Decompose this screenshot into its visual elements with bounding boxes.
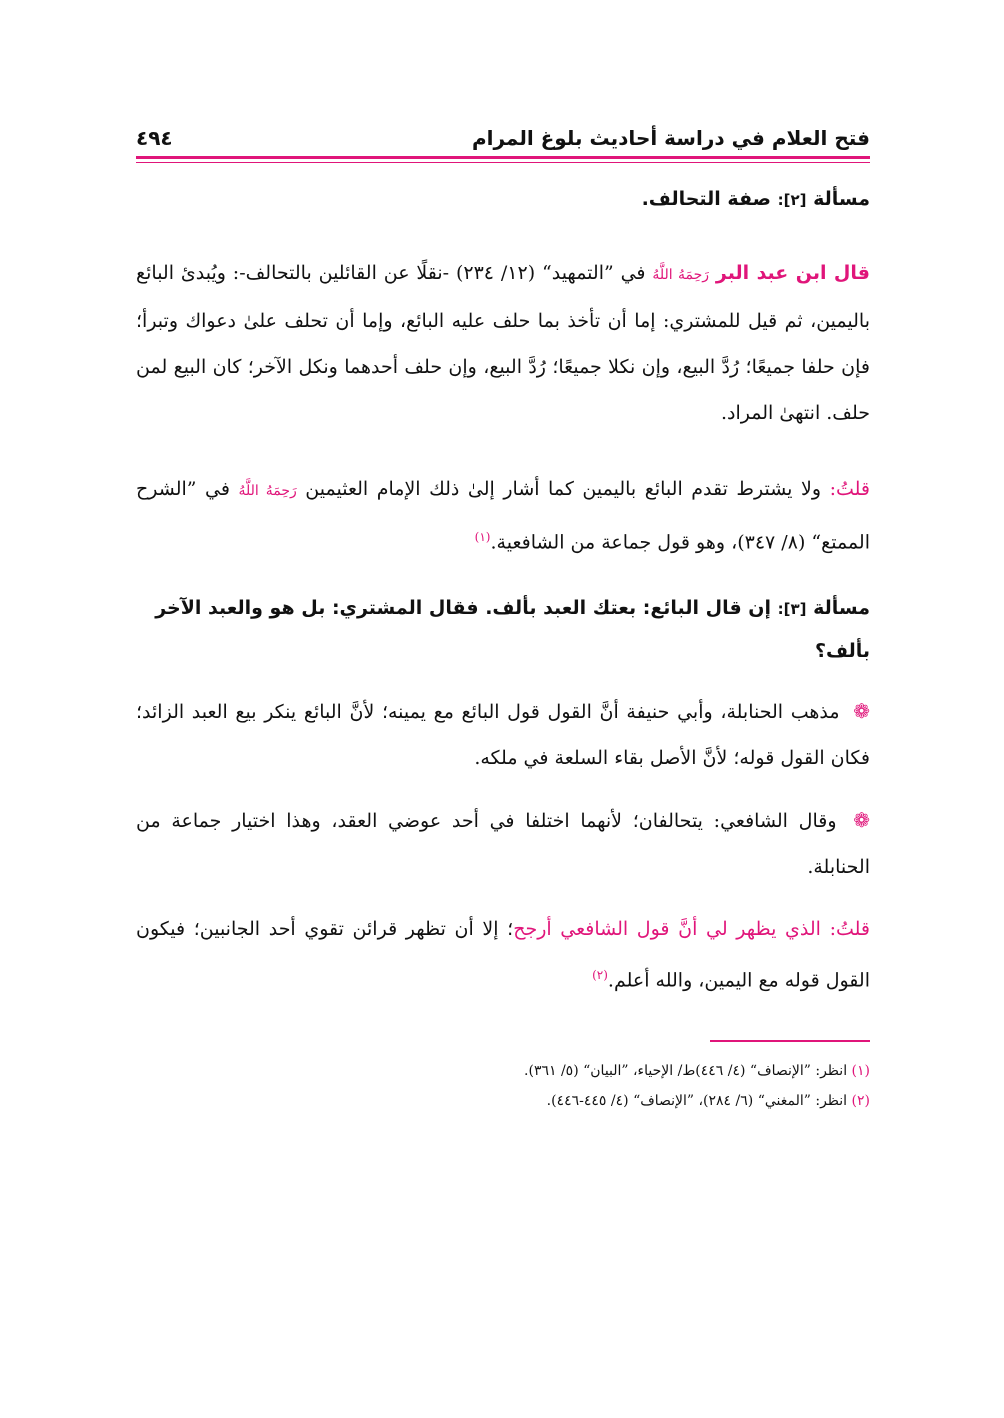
header-rule-thick (136, 156, 870, 159)
paragraph-text: في ”التمهيد“ (١٢/ ٢٣٤) -نقلًا عن القائلين بالتحالف-: ويُبدئ البائع باليمين، ثم قيل للمشتري: إما أن تأخذ بما حلف عليه البائع، وإما أن تحلف علىٰ دعواك وتبرأ؛ فإن حلفا جميعًا؛ رُدَّ البيع، وإن نكلا جميعًا؛ رُدَّ البيع، وإن حلف أحدهما ونكل الآخر؛ كان البيع لمن حلف. انتهىٰ المراد. (136, 262, 870, 424)
paragraph-text-continued: في ”الشرح الممتع“ (٨/ ٣٤٧)، وهو قول جماعة من الشافعية. (136, 478, 870, 554)
paragraph-author-conclusion (136, 906, 870, 1003)
issue-heading-2 (136, 179, 870, 220)
footnote-separator (710, 1040, 870, 1042)
honorific-mark: رَحِمَهُ اللَّهُ (652, 267, 709, 283)
footnote-2 (136, 1086, 870, 1116)
issue-number: [٢]: (777, 191, 807, 209)
footnote-1 (136, 1056, 870, 1086)
footnote-text: انظر: ”المغني“ (٦/ ٢٨٤)، ”الإنصاف“ (٤/ ٤٤٥-٤٤٦). (546, 1092, 848, 1109)
paragraph-text: ؛ إلا أن تظهر قرائن تقوي أحد الجانبين؛ فيكون القول قوله مع اليمين، والله أعلم. (136, 918, 870, 992)
honorific-mark: رَحِمَهُ اللَّهُ (238, 483, 297, 499)
qult-label: قلتُ: (829, 478, 870, 500)
bullet-shafii-opinion (136, 797, 870, 890)
preferred-opinion-highlight: الذي يظهر لي أنَّ قول الشافعي أرجح (513, 918, 821, 941)
issue-number: [٣]: (777, 600, 807, 619)
page-number: ٤٩٤ (136, 126, 173, 150)
footnote-ref-1[interactable]: (١) (474, 530, 491, 544)
flower-bullet-icon: ❁ (853, 699, 870, 724)
running-header (136, 110, 870, 150)
bullet-text: وقال الشافعي: يتحالفان؛ لأنهما اختلفا في أحد عوضي العقد، وهذا اختيار جماعة من الحنابلة. (136, 810, 870, 879)
flower-bullet-icon: ❁ (853, 808, 870, 833)
footnote-text: انظر: ”الإنصاف“ (٤/ ٤٤٦)ط/ الإحياء، ”البيان“ (٥/ ٣٦١). (524, 1062, 848, 1079)
book-title: فتح العلام في دراسة أحاديث بلوغ المرام (471, 126, 870, 150)
qult-label: قلتُ: (829, 918, 870, 941)
paragraph-text: ولا يشترط تقدم البائع باليمين كما أشار إلىٰ ذلك الإمام العثيمين (305, 478, 822, 500)
footnote-number: (٢) (851, 1092, 870, 1109)
author-name: قال ابن عبد البر (715, 262, 870, 284)
bullet-text: مذهب الحنابلة، وأبي حنيفة أنَّ القول قول البائع مع يمينه؛ لأنَّ البائع ينكر بيع العبد الزائد؛ فكان القول قوله؛ لأنَّ الأصل بقاء السلعة في ملكه. (136, 701, 870, 770)
bullet-hanbali-opinion (136, 688, 870, 781)
issue-title: إن قال البائع: بعتك العبد بألف. فقال المشتري: بل هو والعبد الآخر بألف؟ (155, 597, 870, 663)
footnote-ref-2[interactable]: (٢) (592, 968, 608, 983)
book-page (136, 110, 870, 1116)
footnotes (136, 1056, 870, 1116)
paragraph-ibn-abd-al-barr (136, 250, 870, 436)
paragraph-author-note-1 (136, 466, 870, 565)
footnote-number: (١) (851, 1062, 870, 1079)
issue-label: مسألة (813, 597, 870, 620)
issue-title: صفة التحالف. (641, 188, 771, 210)
header-rule-thin (136, 162, 870, 163)
issue-heading-3 (136, 587, 870, 672)
issue-label: مسألة (813, 188, 870, 210)
